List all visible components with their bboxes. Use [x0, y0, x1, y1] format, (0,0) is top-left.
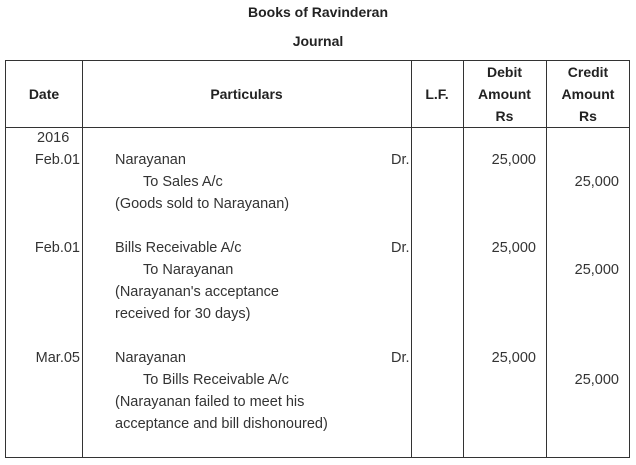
debit-amount: 25,000: [491, 240, 536, 256]
header-credit-line1: Credit: [567, 64, 609, 80]
debit-account: Narayanan: [115, 350, 186, 366]
credit-account: To Sales A/c: [143, 174, 223, 190]
header-divider: [6, 127, 629, 128]
debit-account: Narayanan: [115, 152, 186, 168]
header-debit: [463, 61, 546, 127]
column-divider: [411, 61, 412, 457]
narration-line: received for 30 days): [115, 306, 251, 322]
debit-amount: 25,000: [491, 350, 536, 366]
journal-title: Journal: [292, 33, 344, 49]
header-lf: L.F.: [425, 86, 449, 102]
column-divider: [82, 61, 83, 457]
narration-line: (Narayanan failed to meet his: [115, 394, 305, 410]
credit-account: To Bills Receivable A/c: [143, 372, 289, 388]
credit-amount: 25,000: [574, 262, 619, 278]
entry-date: Mar.05: [35, 350, 80, 366]
entry-date: Feb.01: [34, 152, 80, 168]
dr-marker: Dr.: [391, 152, 410, 168]
credit-amount: 25,000: [574, 174, 619, 190]
book-title: Books of Ravinderan: [247, 4, 389, 20]
debit-amount: 25,000: [491, 152, 536, 168]
journal-table: [5, 60, 630, 458]
header-debit-line2: Amount: [478, 86, 531, 102]
credit-amount: 25,000: [574, 372, 619, 388]
dr-marker: Dr.: [391, 240, 410, 256]
credit-account: To Narayanan: [143, 262, 234, 278]
narration-line: (Goods sold to Narayanan): [115, 196, 290, 212]
debit-account: Bills Receivable A/c: [115, 240, 242, 256]
narration-line: (Narayanan's acceptance: [115, 284, 279, 300]
dr-marker: Dr.: [391, 350, 410, 366]
header-credit-line2: Amount: [561, 86, 615, 102]
header-credit-line3: Rs: [579, 108, 597, 124]
narration-line: acceptance and bill dishonoured): [115, 416, 328, 432]
header-credit: [546, 61, 630, 127]
header-particulars: Particulars: [210, 86, 283, 102]
header-date: Date: [28, 86, 60, 102]
entry-date: Feb.01: [34, 240, 80, 256]
header-debit-line1: Debit: [487, 64, 522, 80]
header-debit-line3: Rs: [495, 108, 514, 124]
entry-year: 2016: [37, 130, 70, 146]
